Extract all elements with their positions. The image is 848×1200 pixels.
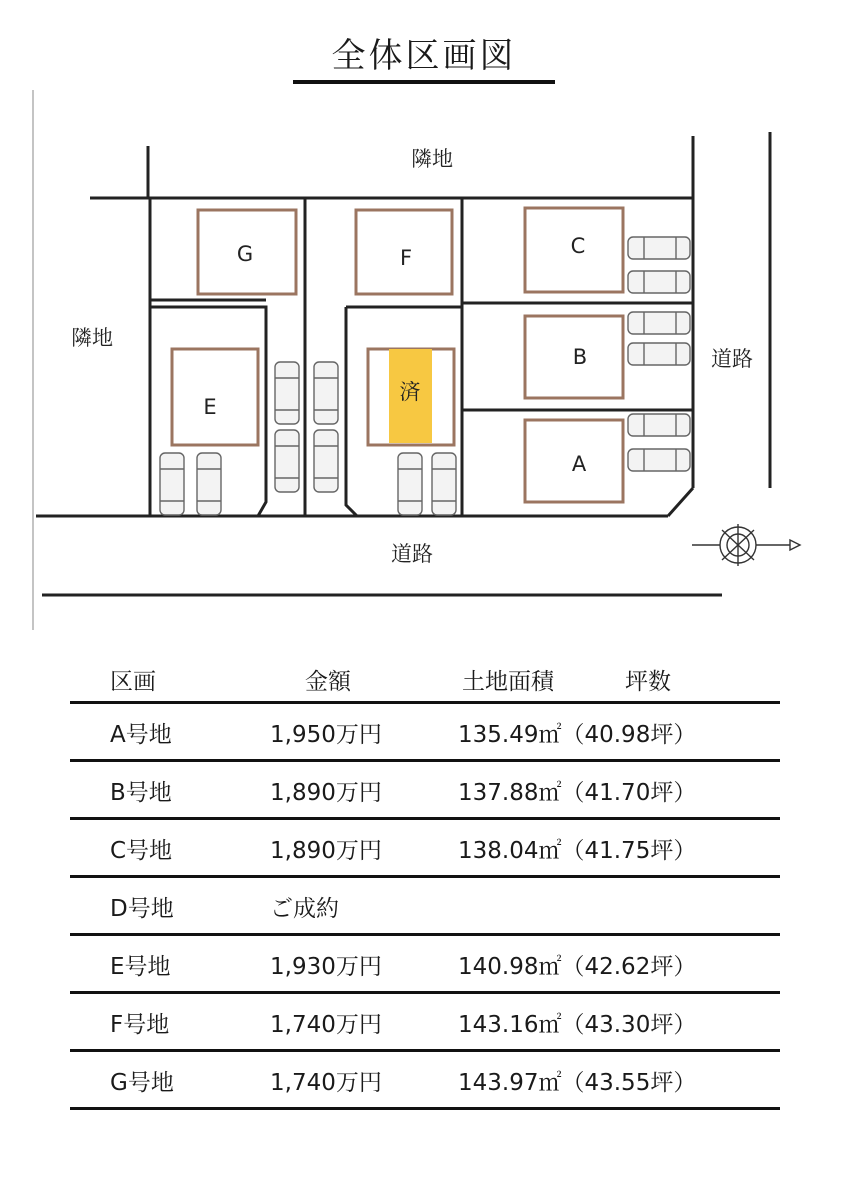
road-bottom-label: 道路 bbox=[391, 542, 433, 566]
car-icon bbox=[628, 343, 690, 365]
neighbor-left-label: 隣地 bbox=[71, 326, 113, 350]
lot-label-g: G bbox=[236, 242, 254, 266]
car-icon bbox=[314, 430, 338, 492]
row-price: 1,950万円 bbox=[270, 722, 382, 748]
car-icon bbox=[628, 449, 690, 471]
lot-label-b: B bbox=[572, 345, 588, 369]
row-price: 1,740万円 bbox=[270, 1070, 382, 1096]
row-area: 143.16㎡（43.30坪） bbox=[458, 1012, 697, 1038]
header-price: 金額 bbox=[305, 669, 351, 695]
compass-rose-icon bbox=[692, 524, 800, 566]
car-icon bbox=[628, 237, 690, 259]
row-lot: A号地 bbox=[110, 722, 172, 748]
header-area: 土地面積 bbox=[462, 669, 554, 695]
car-icon bbox=[628, 414, 690, 436]
table-row bbox=[70, 878, 780, 936]
header-tsubo: 坪数 bbox=[625, 669, 671, 695]
car-icon bbox=[398, 453, 422, 515]
row-area: 135.49㎡（40.98坪） bbox=[458, 722, 697, 748]
row-lot: G号地 bbox=[110, 1070, 174, 1096]
d-lot-left bbox=[346, 307, 357, 516]
table-row bbox=[70, 704, 780, 762]
lot-label-f: F bbox=[399, 246, 413, 270]
row-price: 1,930万円 bbox=[270, 954, 382, 980]
table-row bbox=[70, 820, 780, 878]
car-icon bbox=[314, 362, 338, 424]
row-area: 138.04㎡（41.75坪） bbox=[458, 838, 697, 864]
table-row bbox=[70, 936, 780, 994]
row-lot: E号地 bbox=[110, 954, 171, 980]
table-row bbox=[70, 762, 780, 820]
car-icon bbox=[432, 453, 456, 515]
table-header-row bbox=[70, 655, 780, 704]
header-lot: 区画 bbox=[110, 669, 156, 695]
table-row bbox=[70, 1052, 780, 1110]
car-icon bbox=[628, 312, 690, 334]
row-price: 1,740万円 bbox=[270, 1012, 382, 1038]
lot-label-c: C bbox=[570, 234, 586, 258]
sold-label: 済 bbox=[399, 380, 421, 404]
row-lot: B号地 bbox=[110, 780, 172, 806]
row-lot: D号地 bbox=[110, 896, 174, 922]
lot-label-e: E bbox=[203, 395, 217, 419]
car-icon bbox=[275, 430, 299, 492]
price-table bbox=[70, 655, 780, 1110]
road-right-label: 道路 bbox=[711, 347, 753, 371]
page-title: 全体区画図 bbox=[331, 36, 517, 76]
table-row bbox=[70, 994, 780, 1052]
row-price: 1,890万円 bbox=[270, 780, 382, 806]
neighbor-top-label: 隣地 bbox=[411, 147, 453, 171]
row-area: 137.88㎡（41.70坪） bbox=[458, 780, 697, 806]
lot-label-a: A bbox=[571, 452, 587, 476]
road-edge-corner bbox=[668, 488, 693, 516]
row-area: 140.98㎡（42.62坪） bbox=[458, 954, 697, 980]
car-icon bbox=[628, 271, 690, 293]
car-icon bbox=[160, 453, 184, 515]
car-icon bbox=[275, 362, 299, 424]
car-icon bbox=[197, 453, 221, 515]
row-price: ご成約 bbox=[270, 896, 339, 922]
row-price: 1,890万円 bbox=[270, 838, 382, 864]
row-lot: C号地 bbox=[110, 838, 173, 864]
row-lot: F号地 bbox=[110, 1012, 170, 1038]
row-area: 143.97㎡（43.55坪） bbox=[458, 1070, 697, 1096]
